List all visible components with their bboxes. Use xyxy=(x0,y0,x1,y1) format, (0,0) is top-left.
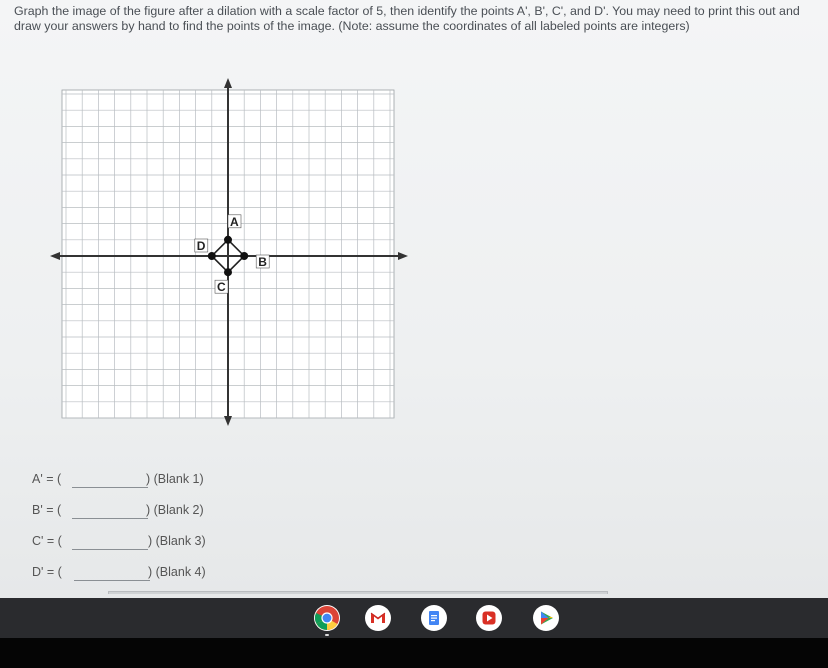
coordinate-graph xyxy=(48,76,414,430)
play-store-icon[interactable] xyxy=(533,605,559,631)
point-label-c: C xyxy=(217,280,226,295)
point-d xyxy=(208,252,216,260)
answer-input-a[interactable] xyxy=(72,469,148,488)
x-axis-arrow-left xyxy=(50,252,60,260)
point-c xyxy=(224,268,232,276)
answer-label-a: A' = ( xyxy=(32,472,62,486)
answer-input-b[interactable] xyxy=(72,500,148,519)
point-label-a: A xyxy=(230,214,239,229)
point-b xyxy=(240,252,248,260)
answer-row-a xyxy=(28,468,288,499)
content-bottom-edge xyxy=(108,591,608,594)
answer-list xyxy=(28,468,288,592)
answer-suffix-b: ) (Blank 2) xyxy=(146,503,204,517)
y-axis-arrow-down xyxy=(224,416,232,426)
point-a xyxy=(224,236,232,244)
answer-suffix-d: ) (Blank 4) xyxy=(148,565,206,579)
answer-row-d xyxy=(28,561,288,592)
question-instructions: Graph the image of the figure after a dilation with a scale factor of 5, then identify the points A', B', C', and D'. You may need to print this out and draw your answers by hand to find the points of the image. (Note: assume the coordinates of all labeled points are integers) xyxy=(14,4,800,33)
point-label-d: D xyxy=(196,239,206,253)
chrome-running-indicator xyxy=(325,634,329,636)
gmail-icon[interactable] xyxy=(365,605,391,631)
answer-row-c xyxy=(28,530,288,561)
answer-label-c: C' = ( xyxy=(32,534,62,548)
answer-row-b xyxy=(28,499,288,530)
app-red-icon[interactable] xyxy=(476,605,502,631)
y-axis-arrow-up xyxy=(224,78,232,88)
answer-suffix-a: ) (Blank 1) xyxy=(146,472,204,486)
point-label-b: B xyxy=(258,255,267,269)
google-docs-icon[interactable] xyxy=(421,605,447,631)
answer-input-d[interactable] xyxy=(74,562,150,581)
taskbar-shelf xyxy=(0,598,828,638)
screen-bezel xyxy=(0,638,828,668)
x-axis-arrow-right xyxy=(398,252,408,260)
chrome-icon[interactable] xyxy=(314,605,340,631)
answer-label-d: D' = ( xyxy=(32,565,62,579)
answer-input-c[interactable] xyxy=(72,531,148,550)
answer-label-b: B' = ( xyxy=(32,503,62,517)
answer-suffix-c: ) (Blank 3) xyxy=(148,534,206,548)
